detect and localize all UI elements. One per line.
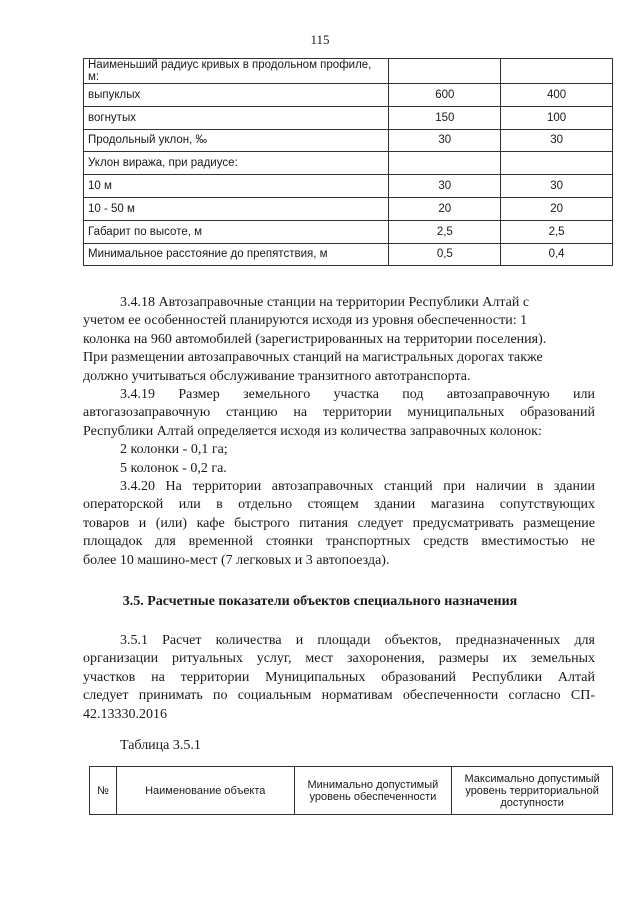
text-line: 3.4.20 На территории автозаправочных станций при наличии в здании bbox=[120, 479, 595, 494]
paragraph-3-4-18 bbox=[83, 294, 595, 386]
value-col-1: 30 bbox=[389, 129, 501, 152]
text-line: следует принимать по социальным нормативам обеспеченности согласно СП- bbox=[83, 688, 595, 704]
text-line: 5 колонок - 0,2 га. bbox=[120, 460, 227, 476]
row-label: Минимальное расстояние до препятствия, м bbox=[84, 243, 389, 266]
value-col-2: 30 bbox=[501, 175, 613, 198]
row-label: выпуклых bbox=[84, 84, 389, 107]
table-row bbox=[84, 243, 613, 266]
page-number: 115 bbox=[310, 32, 330, 47]
value-col-2: 400 bbox=[501, 84, 613, 107]
text-line: операторской или в отдельно стоящем здании магазина сопутствующих bbox=[83, 497, 595, 513]
value-col-1: 0,5 bbox=[389, 243, 501, 266]
table-row bbox=[84, 175, 613, 198]
value-col-2: 30 bbox=[501, 129, 613, 152]
text-line: учетом ее особенностей планируются исходя из уровня обеспеченности: 1 bbox=[83, 313, 528, 329]
paragraph-3-5-1 bbox=[83, 632, 595, 724]
table-row bbox=[84, 197, 613, 220]
text-line: колонка на 960 автомобилей (зарегистрированных на территории поселения). bbox=[83, 331, 547, 347]
text-line: При размещении автозаправочных станций на магистральных дорогах также bbox=[83, 350, 543, 366]
table-row bbox=[84, 106, 613, 129]
value-col-1 bbox=[389, 152, 501, 175]
paragraph-3-4-19 bbox=[83, 386, 595, 478]
special-objects-table bbox=[89, 766, 613, 815]
text-line: должно учитываться обслуживание транзитного автотранспорта. bbox=[83, 368, 471, 384]
text-line: 3.4.19 Размер земельного участка под автозаправочную или bbox=[120, 387, 595, 402]
row-label: 10 м bbox=[84, 175, 389, 198]
table-row bbox=[84, 59, 613, 84]
text-line: товаров и (или) кафе быстрого питания следует предусматривать размещение bbox=[83, 515, 595, 531]
text-line: автогазозаправочную станцию на территории муниципальных образований bbox=[83, 405, 595, 421]
value-col-1: 150 bbox=[389, 106, 501, 129]
table-row bbox=[84, 152, 613, 175]
header-min-level: Минимально допустимый уровень обеспеченности bbox=[294, 767, 452, 815]
value-col-2: 100 bbox=[501, 106, 613, 129]
row-label: Продольный уклон, ‰ bbox=[84, 129, 389, 152]
table-caption: Таблица 3.5.1 bbox=[120, 738, 201, 753]
header-number: № bbox=[90, 767, 117, 815]
section-heading: 3.5. Расчетные показатели объектов специального назначения bbox=[122, 594, 518, 609]
text-line: Республики Алтай определяется исходя из количества заправочных колонок: bbox=[83, 423, 542, 439]
row-label: Наименьший радиус кривых в продольном профиле, м: bbox=[84, 59, 389, 84]
text-line: 42.13330.2016 bbox=[83, 706, 167, 722]
value-col-2 bbox=[501, 59, 613, 84]
value-col-1: 20 bbox=[389, 197, 501, 220]
table-row bbox=[84, 220, 613, 243]
value-col-2: 0,4 bbox=[501, 243, 613, 266]
table-row bbox=[84, 84, 613, 107]
text-line: 3.4.18 Автозаправочные станции на территории Республики Алтай с bbox=[120, 295, 530, 310]
text-line: 2 колонки - 0,1 га; bbox=[120, 442, 228, 458]
row-label: Габарит по высоте, м bbox=[84, 220, 389, 243]
header-object-name: Наименование объекта bbox=[116, 767, 294, 815]
text-line: участков на территории Муниципальных образований Республики Алтай bbox=[83, 669, 595, 685]
paragraph-3-4-20 bbox=[83, 478, 595, 570]
value-col-2: 20 bbox=[501, 197, 613, 220]
row-label: 10 - 50 м bbox=[84, 197, 389, 220]
table-row bbox=[84, 129, 613, 152]
value-col-1: 2,5 bbox=[389, 220, 501, 243]
row-label: Уклон виража, при радиусе: bbox=[84, 152, 389, 175]
value-col-1: 30 bbox=[389, 175, 501, 198]
value-col-2: 2,5 bbox=[501, 220, 613, 243]
header-max-access: Максимально допустимый уровень территориальной доступности bbox=[452, 767, 613, 815]
text-line: площадок для временной стоянки транспортных средств вместимостью не bbox=[83, 534, 595, 550]
text-line: 3.5.1 Расчет количества и площади объектов, предназначенных для bbox=[120, 633, 595, 648]
road-parameters-table bbox=[83, 58, 613, 266]
value-col-1 bbox=[389, 59, 501, 84]
value-col-1: 600 bbox=[389, 84, 501, 107]
text-line: более 10 машино-мест (7 легковых и 3 автопоезда). bbox=[83, 552, 390, 568]
row-label: вогнутых bbox=[84, 106, 389, 129]
text-line: организации ритуальных услуг, мест захоронения, размеры их земельных bbox=[83, 651, 595, 667]
value-col-2 bbox=[501, 152, 613, 175]
